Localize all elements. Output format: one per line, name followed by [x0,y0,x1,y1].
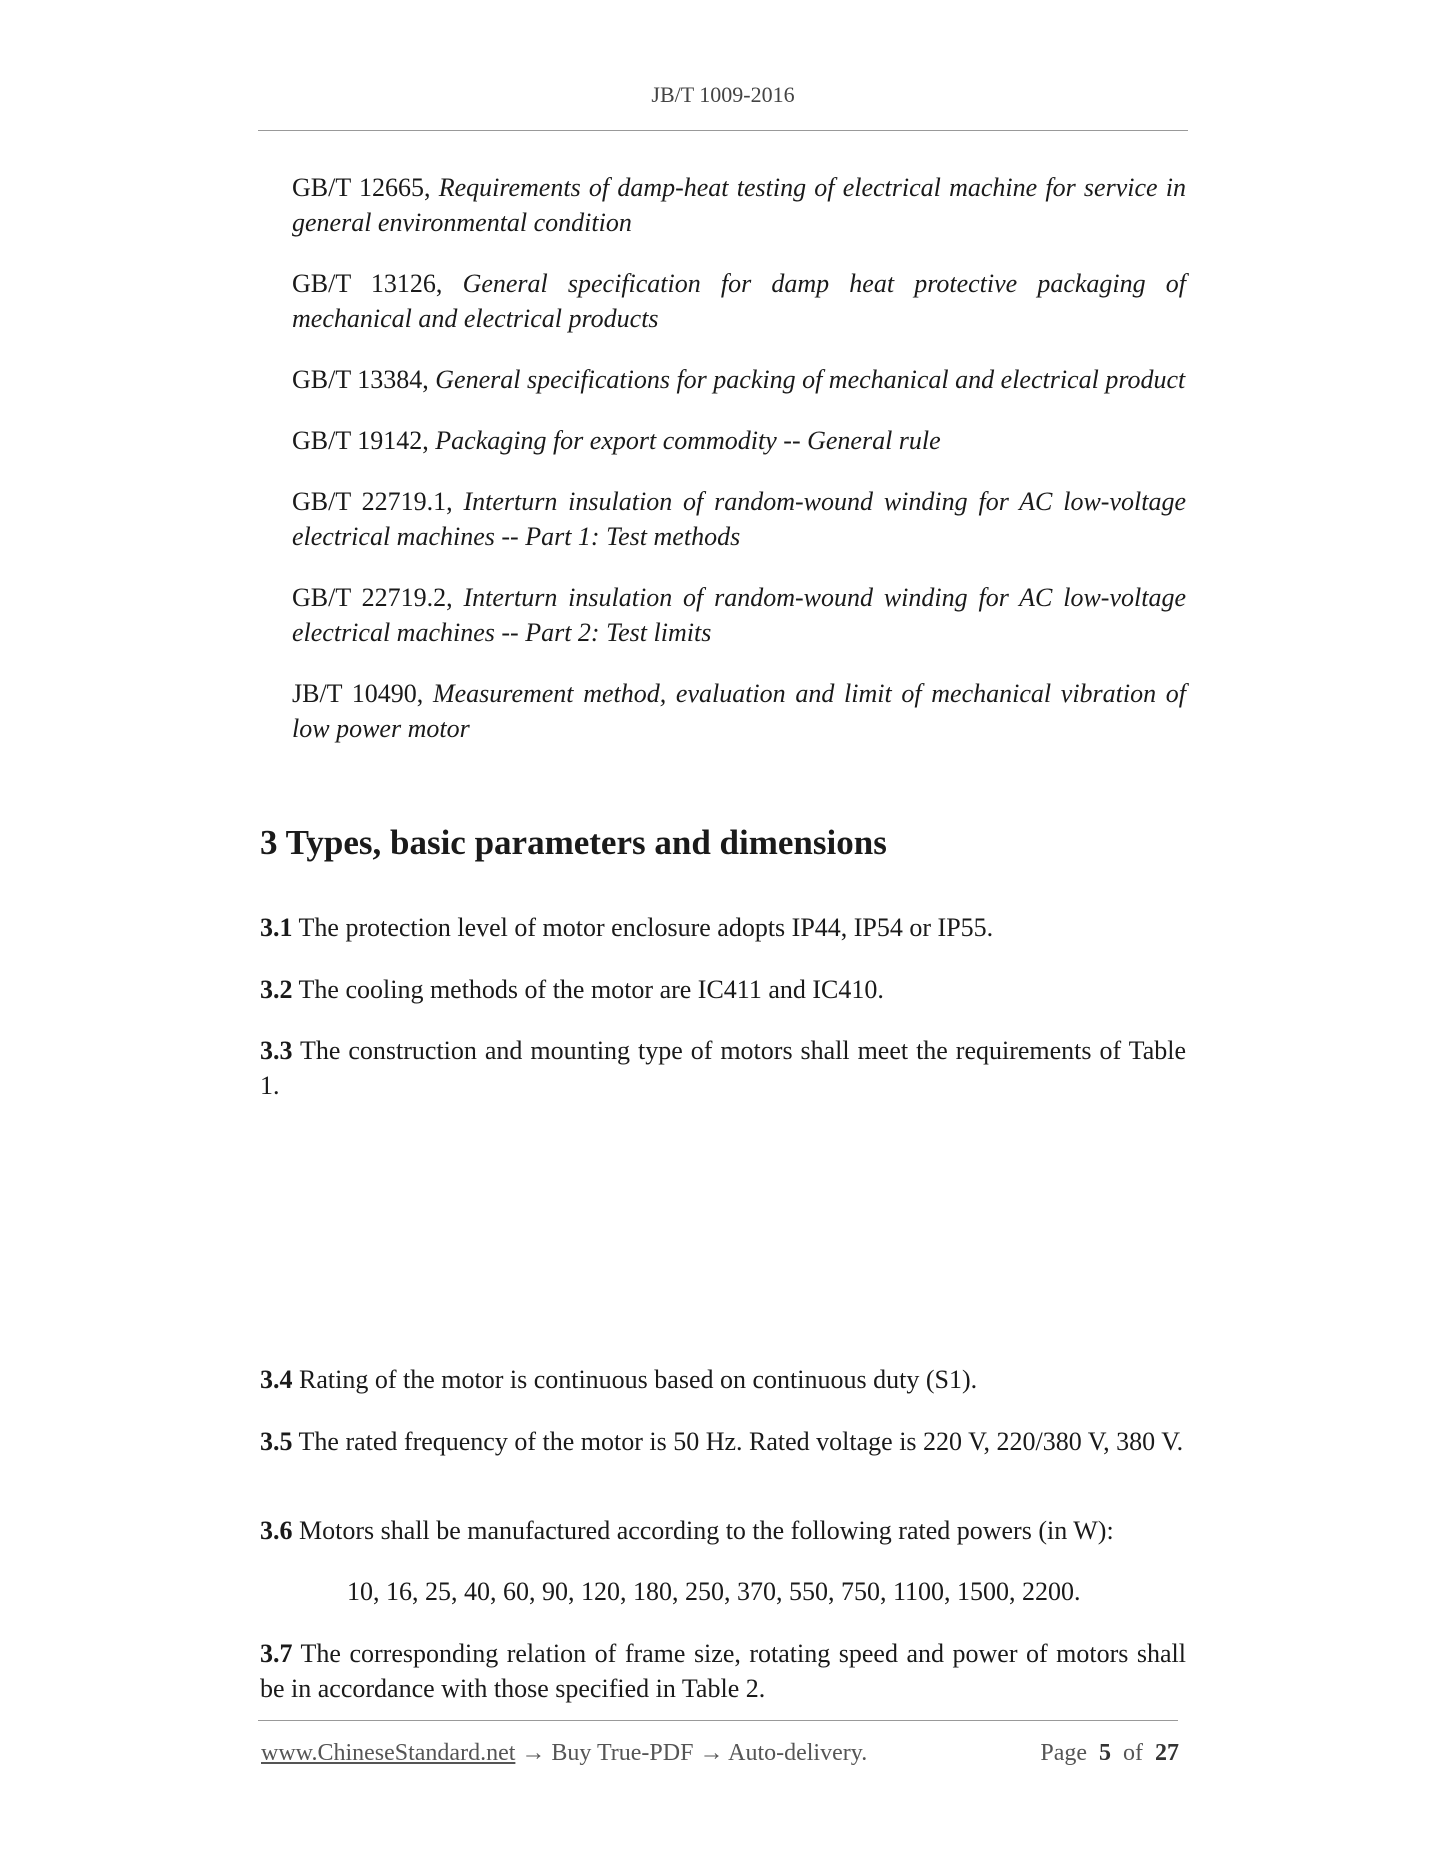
reference-item [292,170,1186,240]
reference-code: JB/T 10490, [292,679,424,708]
section-heading: 3 Types, basic parameters and dimensions [260,823,887,862]
reference-title: Measurement method, evaluation and limit of mechanical vibration of low power motor [292,679,1187,743]
clause-3-2 [260,972,1186,1007]
clause-text: The rated frequency of the motor is 50 Hz. Rated voltage is 220 V, 220/380 V, 380 V. [298,1427,1184,1456]
reference-code: GB/T 19142, [292,426,429,455]
clause-3-7 [260,1636,1186,1706]
reference-item [292,484,1186,554]
reference-title: Requirements of damp-heat testing of electrical machine for service in general environmental condition [292,173,1186,237]
normative-references-list [292,170,1186,772]
reference-title: General specification for damp heat protective packaging of mechanical and electrical products [292,269,1187,333]
reference-code: GB/T 22719.1, [292,487,453,516]
page-label: Page [1040,1740,1087,1766]
reference-item [292,266,1186,336]
clause-number: 3.2 [260,975,293,1004]
reference-code: GB/T 22719.2, [292,583,453,612]
page-number: 5 [1099,1740,1111,1766]
clause-number: 3.1 [260,913,293,942]
clause-text: Motors shall be manufactured according to the following rated powers (in W): [299,1516,1114,1545]
page-total: 27 [1155,1740,1179,1766]
website-link[interactable]: www.ChineseStandard.net [261,1740,516,1766]
reference-code: GB/T 13126, [292,269,443,298]
reference-item [292,580,1186,650]
reference-title: Interturn insulation of random-wound winding for AC low-voltage electrical machines -- Part 2: Test limits [292,583,1186,647]
document-header: JB/T 1009-2016 [651,82,795,107]
clause-3-6 [260,1513,1186,1548]
rated-powers-list: 10, 16, 25, 40, 60, 90, 120, 180, 250, 370, 550, 750, 1100, 1500, 2200. [347,1577,1081,1606]
clause-text: Rating of the motor is continuous based on continuous duty (S1). [299,1365,978,1394]
reference-item [292,676,1186,746]
clause-number: 3.3 [260,1036,293,1065]
page-indicator [1040,1740,1179,1767]
reference-code: GB/T 13384, [292,365,429,394]
reference-title: General specifications for packing of mechanical and electrical product [435,365,1186,394]
clause-text: The cooling methods of the motor are IC411 and IC410. [298,975,884,1004]
clause-text: The construction and mounting type of motors shall meet the requirements of Table 1. [260,1036,1186,1100]
clause-3-4 [260,1362,1186,1397]
reference-title: Packaging for export commodity -- General rule [435,426,941,455]
clause-number: 3.4 [260,1365,293,1394]
reference-title: Interturn insulation of random-wound winding for AC low-voltage electrical machines -- Part 1: Test methods [292,487,1186,551]
clause-3-3 [260,1033,1186,1103]
header-divider [258,130,1188,131]
page-footer [261,1740,1179,1767]
reference-code: GB/T 12665, [292,173,431,202]
clause-text: The corresponding relation of frame size, rotating speed and power of motors shall be in accordance with those specified in Table 2. [260,1639,1187,1703]
footer-promo-text: → Buy True-PDF → Auto-delivery. [515,1740,868,1766]
reference-item [292,423,1186,458]
footer-divider [258,1720,1178,1721]
clause-number: 3.7 [260,1639,293,1668]
clause-number: 3.5 [260,1427,293,1456]
clause-3-5 [260,1424,1186,1459]
reference-item [292,362,1186,397]
clause-text: The protection level of motor enclosure adopts IP44, IP54 or IP55. [298,913,994,942]
clause-3-1 [260,910,1186,945]
of-label: of [1123,1740,1143,1766]
clause-number: 3.6 [260,1516,293,1545]
